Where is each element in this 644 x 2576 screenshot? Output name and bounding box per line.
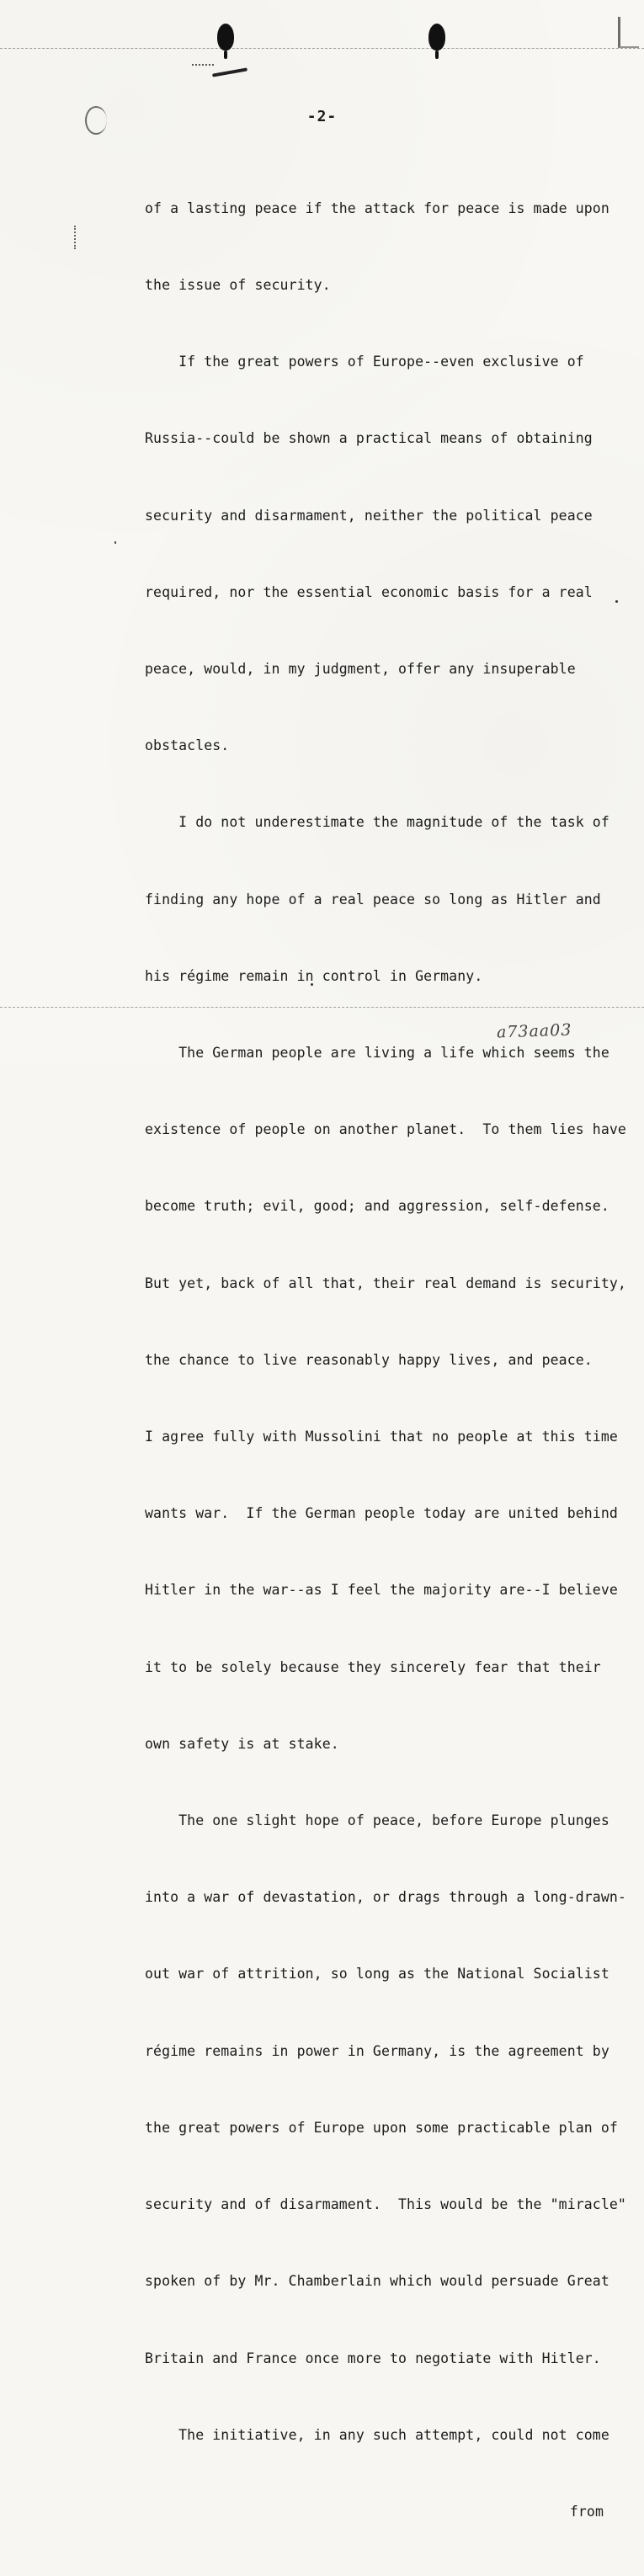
text-line: the great powers of Europe upon some practicable plan of	[145, 2119, 618, 2136]
catchword: from	[569, 2503, 604, 2520]
text-line: into a war of devastation, or drags through a long-drawn-	[145, 1889, 626, 1906]
punch-hole-left	[217, 24, 234, 51]
text-line: the chance to live reasonably happy lives, and peace.	[145, 1351, 593, 1368]
text-line: wants war. If the German people today are united behind	[145, 1505, 618, 1522]
text-line: Russia--could be shown a practical means of obtaining	[145, 430, 593, 447]
text-line: obstacles.	[145, 737, 230, 754]
text-line: the issue of security.	[145, 277, 331, 294]
text-line: peace, would, in my judgment, offer any insuperable	[145, 661, 576, 678]
text-line: régime remains in power in Germany, is the agreement by	[145, 2042, 609, 2059]
corner-scan-mark	[618, 17, 639, 48]
scan-artifact-stroke	[212, 67, 247, 77]
text-line: But yet, back of all that, their real demand is security,	[145, 1275, 626, 1291]
text-line: it to be solely because they sincerely fear that their	[145, 1658, 601, 1675]
text-line: security and disarmament, neither the political peace	[145, 507, 593, 524]
margin-tick-marks	[74, 226, 79, 249]
text-line: security and of disarmament. This would be the "miracle"	[145, 2196, 626, 2213]
ink-speck	[615, 600, 618, 603]
text-line: his régime remain in control in Germany.	[145, 967, 483, 984]
text-line: own safety is at stake.	[145, 1735, 339, 1752]
text-line: of a lasting peace if the attack for peace is made upon	[145, 200, 609, 216]
archive-reference-mark: a73aa03	[496, 1020, 572, 1042]
text-line: If the great powers of Europe--even exclusive of	[145, 354, 584, 370]
text-line: existence of people on another planet. To them lies have	[145, 1121, 626, 1138]
text-line: The one slight hope of peace, before Europe plunges	[145, 1812, 609, 1829]
text-line: Hitler in the war--as I feel the majority are--I believe	[145, 1582, 618, 1599]
text-line: Britain and France once more to negotiate with Hitler.	[145, 2350, 601, 2366]
text-line: spoken of by Mr. Chamberlain which would persuade Great	[145, 2273, 609, 2290]
text-line: out war of attrition, so long as the National Socialist	[145, 1966, 609, 1983]
text-line: finding any hope of a real peace so long as Hitler and	[145, 891, 601, 907]
text-line: The German people are living a life which seems the	[145, 1045, 609, 1062]
scan-artifact-dots	[192, 64, 214, 67]
page-number: -2-	[306, 108, 338, 125]
text-line: become truth; evil, good; and aggression, self-defense.	[145, 1198, 609, 1215]
text-line: The initiative, in any such attempt, could not come	[145, 2426, 609, 2443]
top-edge-rule	[0, 48, 644, 49]
punch-hole-right	[428, 24, 445, 51]
text-line: I agree fully with Mussolini that no people at this time	[145, 1429, 618, 1445]
letter-body	[145, 145, 626, 2576]
text-line: I do not underestimate the magnitude of the task of	[145, 814, 609, 831]
ink-speck	[114, 541, 116, 544]
text-line: required, nor the essential economic basis for a real	[145, 583, 593, 600]
